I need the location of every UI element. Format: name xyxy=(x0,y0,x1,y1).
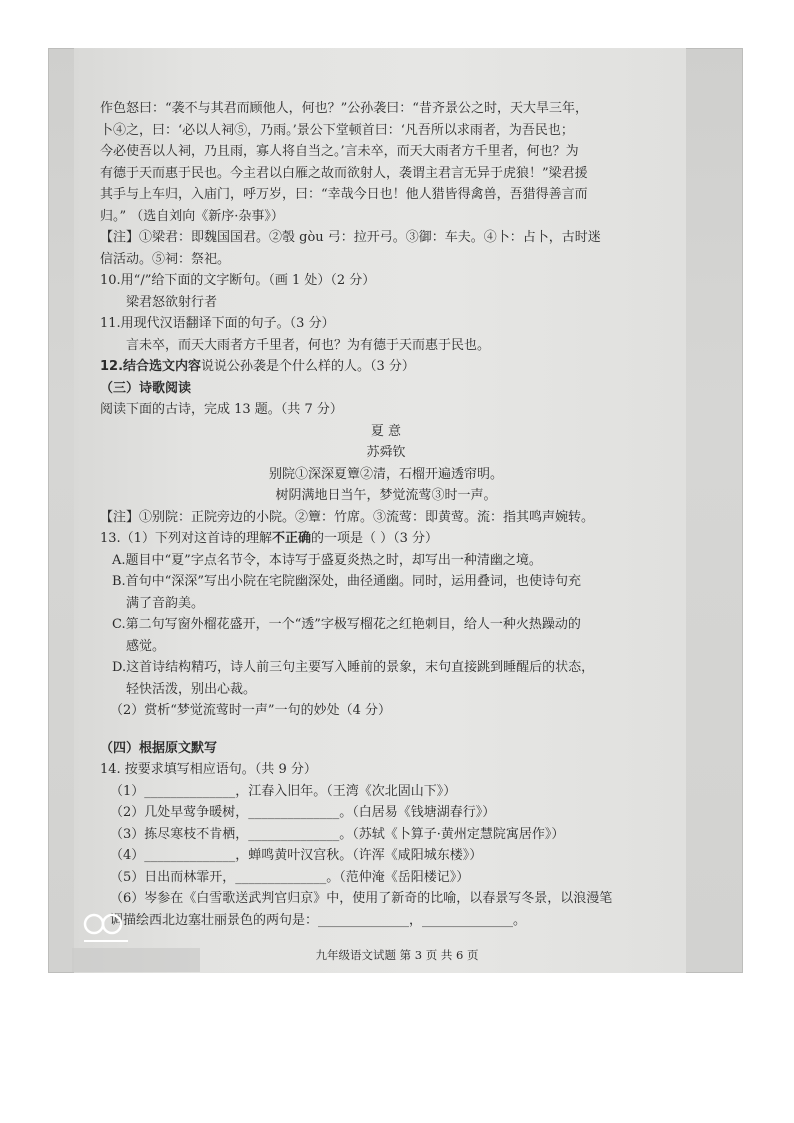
option-b-cont: 满了音韵美。 xyxy=(126,595,205,611)
passage-line: 今必使吾以人祠，乃且雨，寡人将自当之。’言未卒，而天大雨者方千里者，何也？为 xyxy=(100,144,579,159)
question-10: 10.用“/”给下面的文字断句。（画 1 处）（2 分） xyxy=(100,273,376,288)
passage-line: 归。” （选自刘向《新序·杂事》） xyxy=(100,208,284,224)
poem-line: 树阴满地日当午，梦觉流莺③时一声。 xyxy=(275,488,497,503)
option-d-cont: 轻快活泼，别出心裁。 xyxy=(126,681,257,697)
passage-line: 卜④之，曰：‘必以人祠⑤，乃雨。’景公下堂顿首曰：‘凡吾所以求雨者，为吾民也； xyxy=(100,122,574,138)
fill-item: （1）______________，江春入旧年。（王湾《次北固山下》） xyxy=(110,783,457,799)
spacer xyxy=(100,722,672,738)
option-a: A.题目中“夏”字点名节令，本诗写于盛夏炎热之时，却写出一种清幽之境。 xyxy=(112,552,542,568)
question-13 xyxy=(100,528,672,550)
passage-line: 其手与上车归，入庙门，呼万岁，曰：“幸哉今日也！他人猎皆得禽兽，吾猎得善言而 xyxy=(100,187,588,202)
fill-item: 调描绘西北边塞壮丽景色的两句是：______________，______________。 xyxy=(110,912,527,928)
notes-line: 【注】①梁君：即魏国国君。②彀 gòu 弓：拉开弓。③御：车夫。④卜：占卜，古时迷 xyxy=(100,230,601,245)
fill-item: （6）岑参在《白雪歌送武判官归京》中，使用了新奇的比喻，以春景写冬景，以浪漫笔 xyxy=(110,891,613,906)
section-3-title: （三）诗歌阅读 xyxy=(100,380,192,396)
poem-note: 【注】①别院：正院旁边的小院。②簟：竹席。③流莺：即黄莺。流：指其鸣声婉转。 xyxy=(100,509,595,525)
question-13-stem: 13.（1）下列对这首诗的理解 xyxy=(100,531,272,546)
poem-title: 夏 意 xyxy=(370,423,402,439)
option-b: B.首句中“深深”写出小院在宅院幽深处，曲径通幽。同时，运用叠词，也使诗句充 xyxy=(112,574,581,589)
poem-author: 苏舜钦 xyxy=(366,445,406,460)
option-c: C.第二句写窗外榴花盛开，一个“透”字极写榴花之红艳刺目，给人一种火热躁动的 xyxy=(112,617,581,632)
question-12-rest: 说说公孙袭是个什么样的人。（3 分） xyxy=(201,359,415,374)
passage-line: 有德于天而惠于民也。今主君以白雁之故而欲射人，袭谓主君言无异于虎狼！”梁君援 xyxy=(100,165,588,181)
question-13-emphasis: 不正确 xyxy=(271,531,311,546)
question-12-bold: 12.结合选文内容 xyxy=(100,359,202,374)
poem-line: 别院①深深夏簟②清，石榴开遍透帘明。 xyxy=(268,466,503,482)
question-11-text: 言未卒，而天大雨者方千里者，何也？为有德于天而惠于民也。 xyxy=(126,337,491,353)
option-c-cont: 感觉。 xyxy=(126,638,166,654)
question-13-stem-end: 的一项是（ ）（3 分） xyxy=(310,531,439,546)
exam-content xyxy=(100,98,672,931)
option-d: D.这首诗结构精巧，诗人前三句主要写入睡前的景象，末句直接跳到睡醒后的状态， xyxy=(112,660,595,675)
question-11: 11.用现代汉语翻译下面的句子。（3 分） xyxy=(100,316,335,331)
section-4-title: （四）根据原文默写 xyxy=(100,740,218,756)
question-12 xyxy=(100,356,672,378)
fill-item: （5）日出而林霏开，______________。（范仲淹《岳阳楼记》） xyxy=(110,869,470,885)
fill-item: （2）几处早莺争暖树，______________。（白居易《钱塘湖春行》） xyxy=(110,805,496,820)
question-10-text: 梁君怒欲射行者 xyxy=(126,294,218,310)
fill-item: （4）______________，蝉鸣黄叶汉宫秋。（许浑《咸阳城东楼》） xyxy=(110,848,483,863)
question-13-part-2: （2）赏析“梦觉流莺时一声”一句的妙处（4 分） xyxy=(110,703,391,718)
section-3-intro: 阅读下面的古诗，完成 13 题。（共 7 分） xyxy=(100,402,343,417)
watermark-logo-icon xyxy=(80,912,140,952)
page-footer: 九年级语文试题 第 3 页 共 6 页 xyxy=(315,948,479,962)
passage-line: 作色怒曰：“袭不与其君而顾他人，何也？”公孙袭曰：“昔齐景公之时，天大旱三年， xyxy=(100,101,588,116)
notes-line: 信活动。⑤祠：祭祀。 xyxy=(100,251,231,267)
fill-item: （3）拣尽寒枝不肯栖，______________。（苏轼《卜算子·黄州定慧院寓居作》） xyxy=(110,826,565,842)
question-14: 14. 按要求填写相应语句。（共 9 分） xyxy=(100,762,317,777)
